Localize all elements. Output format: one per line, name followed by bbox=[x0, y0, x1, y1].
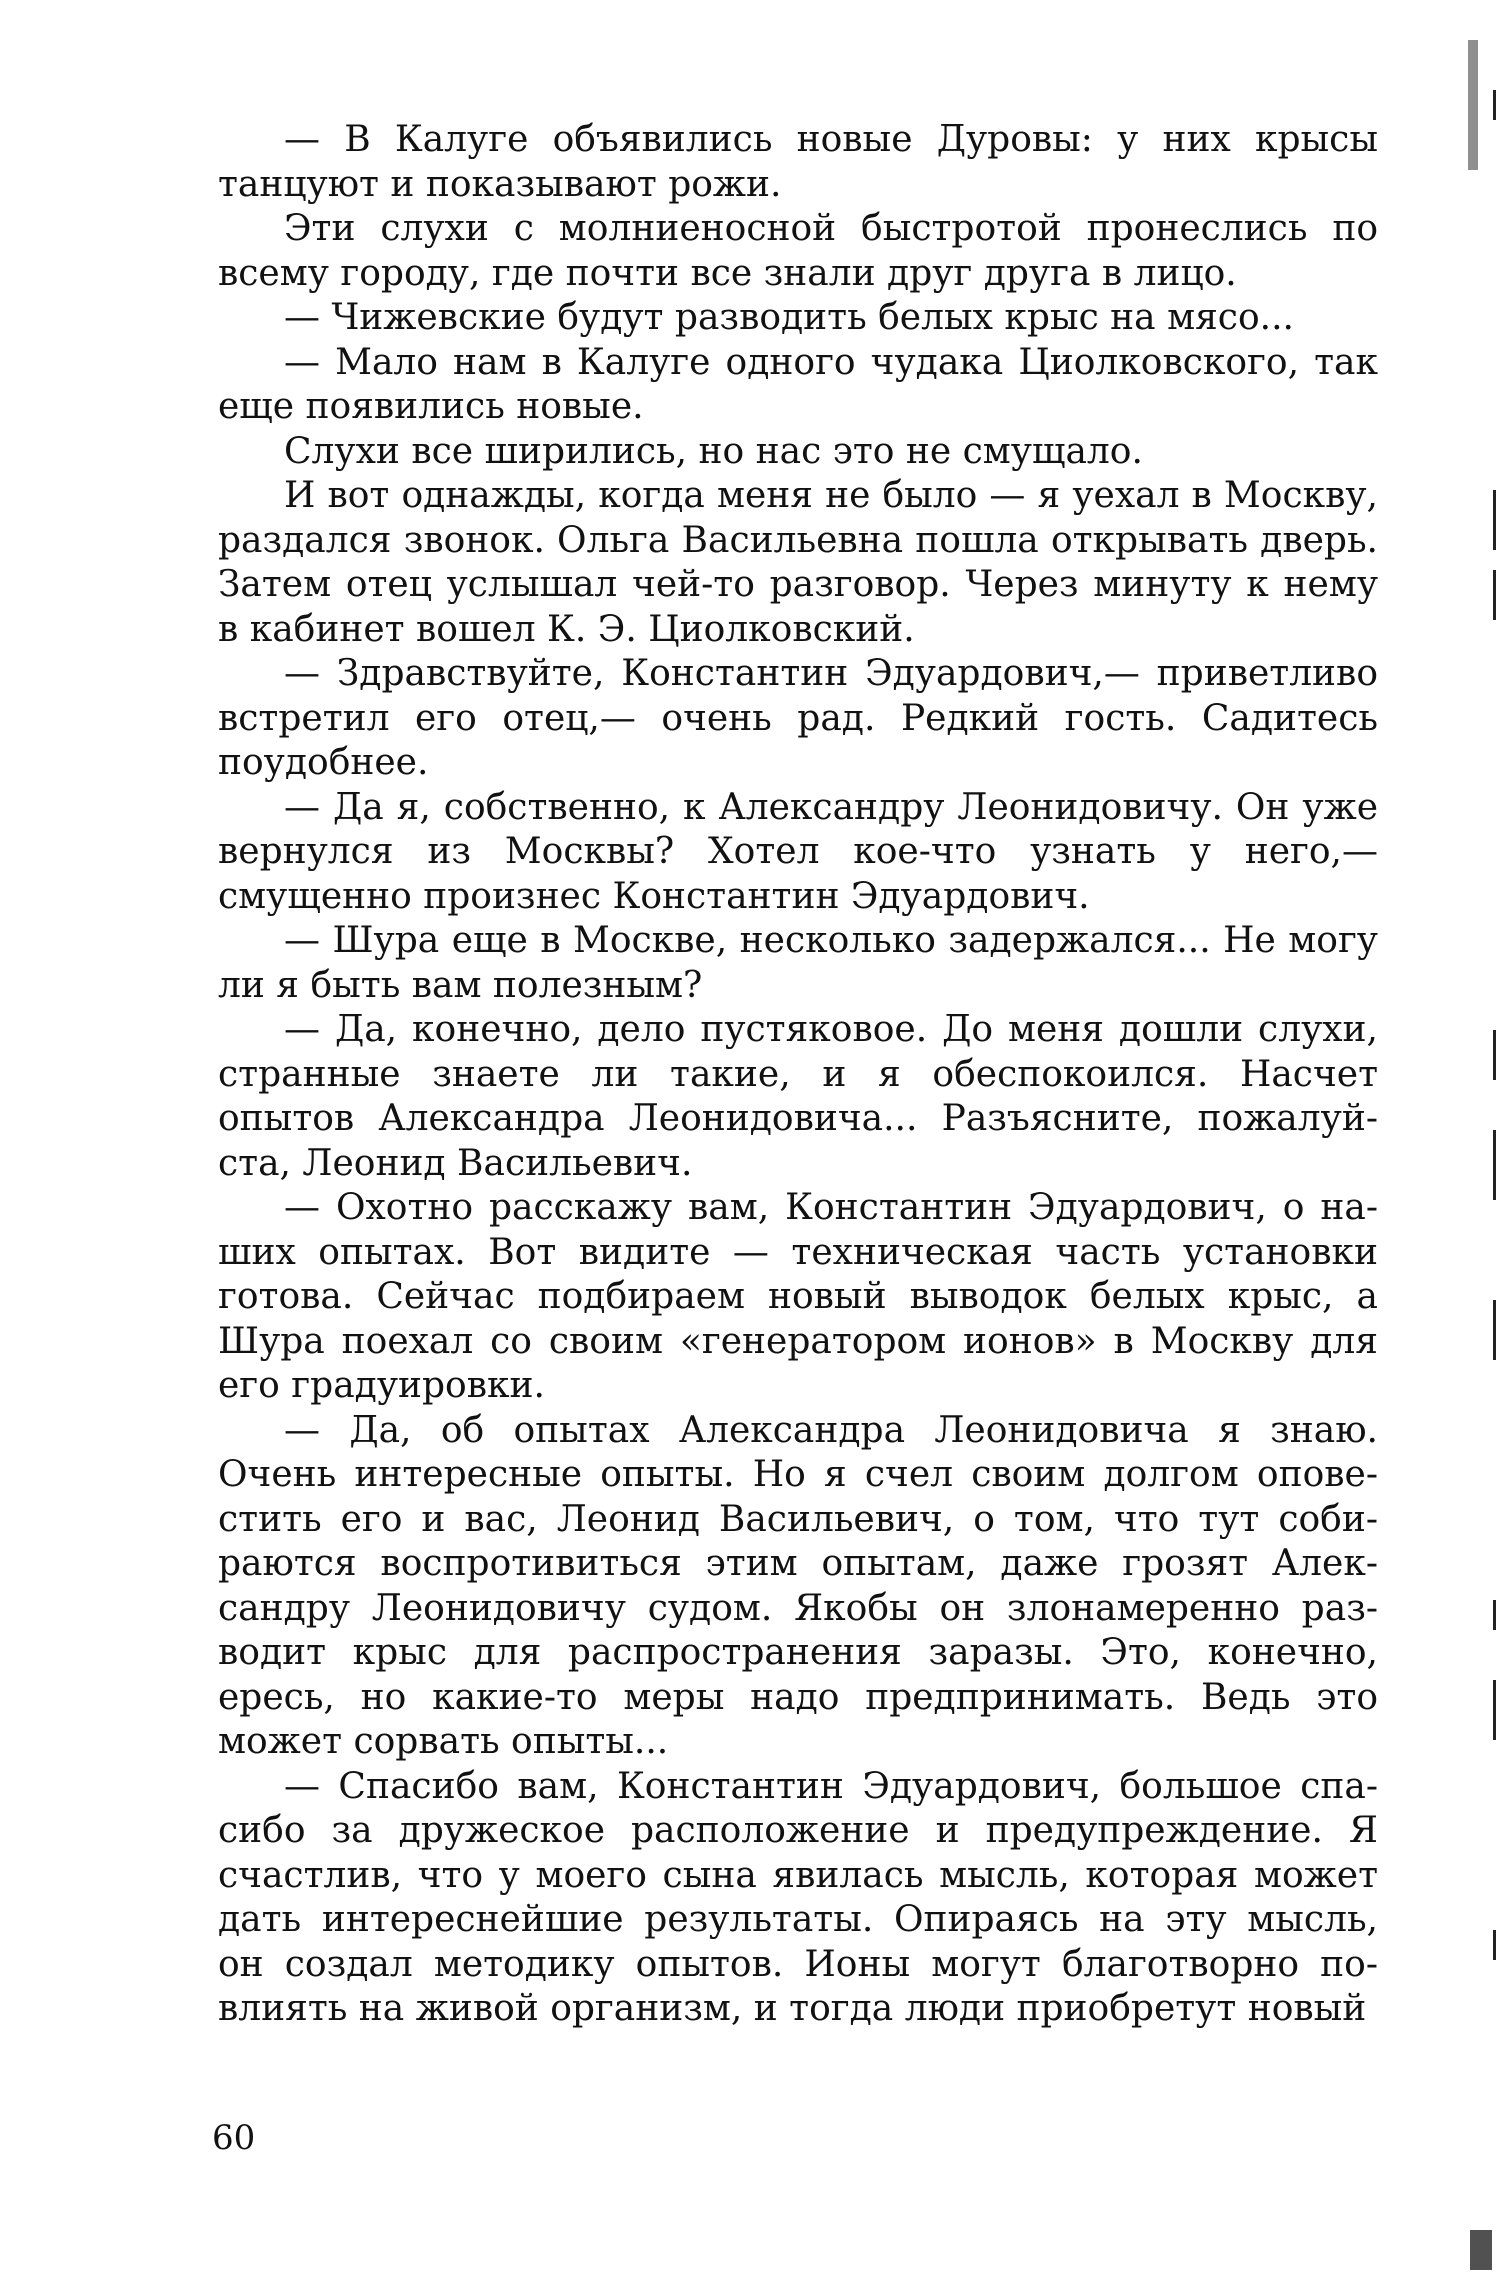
paragraph: — Здравствуйте, Константин Эдуардович,— приветливо встретил его отец,— очень рад. Редкий гость. Садитесь поудобнее. bbox=[218, 653, 1378, 783]
paragraph: Слухи все ширились, но нас это не смущало. bbox=[284, 430, 1143, 472]
paragraph: — Шура еще в Москве, несколько задержался... Не могу ли я быть вам полезным? bbox=[218, 920, 1378, 1006]
paragraph: — Охотно расскажу вам, Константин Эдуардович, о наших опытах. Вот видите — техническая часть установки готова. Сейчас подбираем новый выводок белых крыс, а Шура поехал со своим «генератором ионов» в Москву для его градуировки. bbox=[218, 1187, 1378, 1406]
scan-edge-mark bbox=[1468, 40, 1478, 170]
paragraph: — Да, об опытах Александра Леонидовича я знаю. Очень интересные опыты. Но я счел своим долгом оповестить его и вас, Леонид Васильевич, о том, что тут собираются воспротивиться этим опытам, даже грозят Александру Леонидовичу судом. Якобы он злонамеренно разводит крыс для распространения заразы. Это, конечно, ересь, но какие-то меры надо предпринимать. Ведь это может сорвать опыты... bbox=[218, 1409, 1378, 1762]
scan-edge-mark bbox=[1493, 1300, 1496, 1360]
scan-edge-mark bbox=[1493, 1680, 1496, 1740]
scan-edge-mark bbox=[1493, 90, 1496, 120]
scan-edge-mark bbox=[1493, 490, 1496, 550]
scan-edge-mark bbox=[1493, 1130, 1496, 1200]
paragraph: — Мало нам в Калуге одного чудака Циолковского, так еще появились новые. bbox=[218, 341, 1378, 427]
paragraph: — Спасибо вам, Константин Эдуардович, большое спасибо за дружеское расположение и предупреждение. Я счастлив, что у моего сына явилась мысль, которая может дать интереснейшие результаты. Опираясь на эту мысль, он создал методику опытов. Ионы могут благотворно повлиять на живой организм, и тогда люди приобретут новый bbox=[218, 1765, 1378, 2029]
paragraph: — В Калуге объявились новые Дуровы: у них крысы танцуют и показывают рожи. bbox=[218, 119, 1378, 205]
paragraph: — Да, конечно, дело пустяковое. До меня дошли слухи, странные знаете ли такие, и я обеспокоился. Насчет опытов Александра Леонидовича... Разъясните, пожалуйста, Леонид Васильевич. bbox=[218, 1009, 1378, 1184]
paragraph: И вот однажды, когда меня не было — я уехал в Москву, раздался звонок. Ольга Васильевна пошла открывать дверь. Затем отец услышал чей-то разговор. Через минуту к нему в кабинет вошел К. Э. Циолковский. bbox=[218, 475, 1378, 650]
scan-edge-mark bbox=[1493, 1930, 1496, 1960]
scan-edge-mark bbox=[1470, 2230, 1492, 2270]
scan-edge-mark bbox=[1493, 1600, 1496, 1630]
scan-edge-mark bbox=[1493, 570, 1496, 620]
body-text bbox=[218, 118, 1378, 2032]
paragraph: — Чижевские будут разводить белых крыс на мясо... bbox=[284, 297, 1294, 338]
scan-edge-mark bbox=[1493, 1030, 1496, 1080]
page-number: 60 bbox=[212, 2118, 256, 2158]
paragraph: Эти слухи с молниеносной быстротой пронеслись по всему городу, где почти все знали друг друга в лицо. bbox=[218, 208, 1378, 294]
paragraph: — Да я, собственно, к Александру Леонидовичу. Он уже вернулся из Москвы? Хотел кое-что узнать у него,— смущенно произнес Константин Эдуардович. bbox=[218, 786, 1378, 917]
